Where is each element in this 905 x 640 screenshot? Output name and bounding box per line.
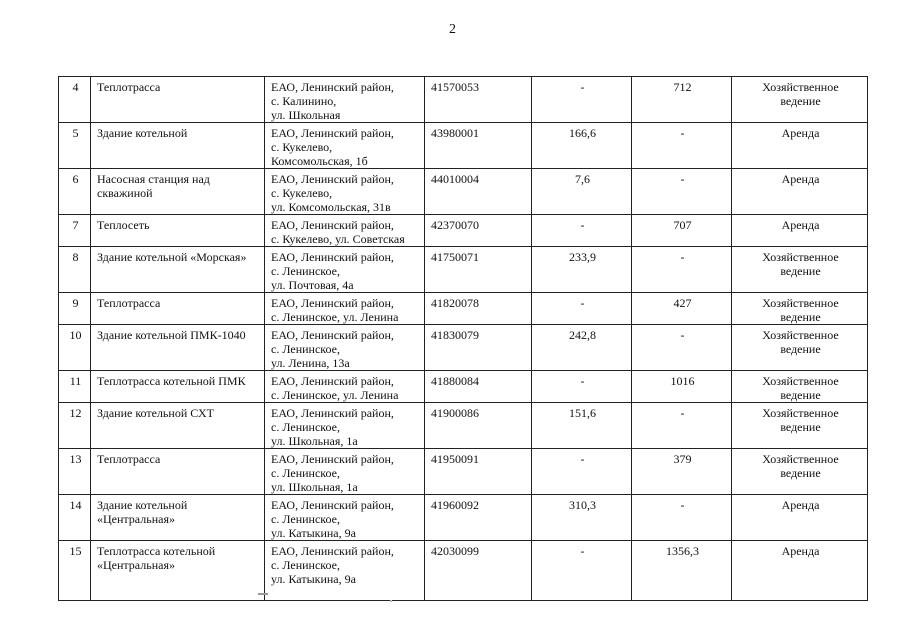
length-value: - [632,325,732,371]
table-row [59,77,868,123]
inventory-code: 41750071 [425,247,532,293]
area-value: - [532,77,632,123]
object-name: Здание котельной [91,123,265,169]
scan-dot [390,600,392,602]
ownership-right: Хозяйственное ведение [732,293,868,325]
table-row [59,325,868,371]
inventory-code: 41830079 [425,325,532,371]
object-address: ЕАО, Ленинский район, с. Ленинское, ул. Ленина [265,371,425,403]
row-number: 15 [59,541,91,601]
object-name: Насосная станция над скважиной [91,169,265,215]
row-number: 12 [59,403,91,449]
length-value: 1016 [632,371,732,403]
object-name: Здание котельной ПМК-1040 [91,325,265,371]
length-value: - [632,495,732,541]
inventory-code: 43980001 [425,123,532,169]
ownership-right: Хозяйственное ведение [732,247,868,293]
table-row [59,371,868,403]
length-value: 1356,3 [632,541,732,601]
row-number: 8 [59,247,91,293]
table-row [59,123,868,169]
row-number: 5 [59,123,91,169]
table-row [59,247,868,293]
area-value: - [532,449,632,495]
row-number: 6 [59,169,91,215]
ownership-right: Хозяйственное ведение [732,403,868,449]
area-value: - [532,215,632,247]
length-value: 379 [632,449,732,495]
inventory-code: 41570053 [425,77,532,123]
object-address: ЕАО, Ленинский район, с. Ленинское, ул. Катыкина, 9а [265,541,425,601]
object-address: ЕАО, Ленинский район, с. Кукелево, ул. Комсомольская, 31в [265,169,425,215]
table-row [59,495,868,541]
object-name: Здание котельной «Морская» [91,247,265,293]
table-row [59,449,868,495]
length-value: - [632,123,732,169]
area-value: 233,9 [532,247,632,293]
area-value: 166,6 [532,123,632,169]
area-value: 151,6 [532,403,632,449]
length-value: - [632,403,732,449]
inventory-code: 41950091 [425,449,532,495]
ownership-right: Аренда [732,495,868,541]
table-row [59,541,868,601]
table-row [59,403,868,449]
object-address: ЕАО, Ленинский район, с. Калинино, ул. Школьная [265,77,425,123]
object-name: Здание котельной СХТ [91,403,265,449]
object-name: Теплотрасса [91,77,265,123]
object-name: Здание котельной «Центральная» [91,495,265,541]
table-row [59,169,868,215]
object-address: ЕАО, Ленинский район, с. Ленинское, ул. Ленина, 13а [265,325,425,371]
object-name: Теплотрасса котельной «Центральная» [91,541,265,601]
property-table [58,76,868,601]
ownership-right: Хозяйственное ведение [732,77,868,123]
table-row [59,215,868,247]
object-name: Теплосеть [91,215,265,247]
object-address: ЕАО, Ленинский район, с. Ленинское, ул. Катыкина, 9а [265,495,425,541]
length-value: 712 [632,77,732,123]
table-row [59,293,868,325]
length-value: 427 [632,293,732,325]
area-value: 242,8 [532,325,632,371]
row-number: 13 [59,449,91,495]
ownership-right: Аренда [732,169,868,215]
object-name: Теплотрасса [91,449,265,495]
object-name: Теплотрасса котельной ПМК [91,371,265,403]
row-number: 14 [59,495,91,541]
inventory-code: 41900086 [425,403,532,449]
inventory-code: 44010004 [425,169,532,215]
length-value: - [632,169,732,215]
row-number: 7 [59,215,91,247]
row-number: 9 [59,293,91,325]
page-number: 2 [449,22,456,37]
object-address: ЕАО, Ленинский район, с. Ленинское, ул. Ленина [265,293,425,325]
object-address: ЕАО, Ленинский район, с. Ленинское, ул. Школьная, 1а [265,403,425,449]
length-value: - [632,247,732,293]
inventory-code: 41880084 [425,371,532,403]
row-number: 10 [59,325,91,371]
ownership-right: Аренда [732,215,868,247]
area-value: 7,6 [532,169,632,215]
inventory-code: 41960092 [425,495,532,541]
inventory-code: 42030099 [425,541,532,601]
scan-mark [258,593,268,595]
ownership-right: Хозяйственное ведение [732,371,868,403]
ownership-right: Аренда [732,541,868,601]
object-address: ЕАО, Ленинский район, с. Кукелево, Комсомольская, 1б [265,123,425,169]
object-address: ЕАО, Ленинский район, с. Кукелево, ул. Советская [265,215,425,247]
length-value: 707 [632,215,732,247]
ownership-right: Аренда [732,123,868,169]
ownership-right: Хозяйственное ведение [732,449,868,495]
inventory-code: 41820078 [425,293,532,325]
row-number: 11 [59,371,91,403]
object-address: ЕАО, Ленинский район, с. Ленинское, ул. Почтовая, 4а [265,247,425,293]
area-value: - [532,293,632,325]
area-value: - [532,541,632,601]
object-address: ЕАО, Ленинский район, с. Ленинское, ул. Школьная, 1а [265,449,425,495]
area-value: 310,3 [532,495,632,541]
object-name: Теплотрасса [91,293,265,325]
ownership-right: Хозяйственное ведение [732,325,868,371]
area-value: - [532,371,632,403]
inventory-code: 42370070 [425,215,532,247]
row-number: 4 [59,77,91,123]
